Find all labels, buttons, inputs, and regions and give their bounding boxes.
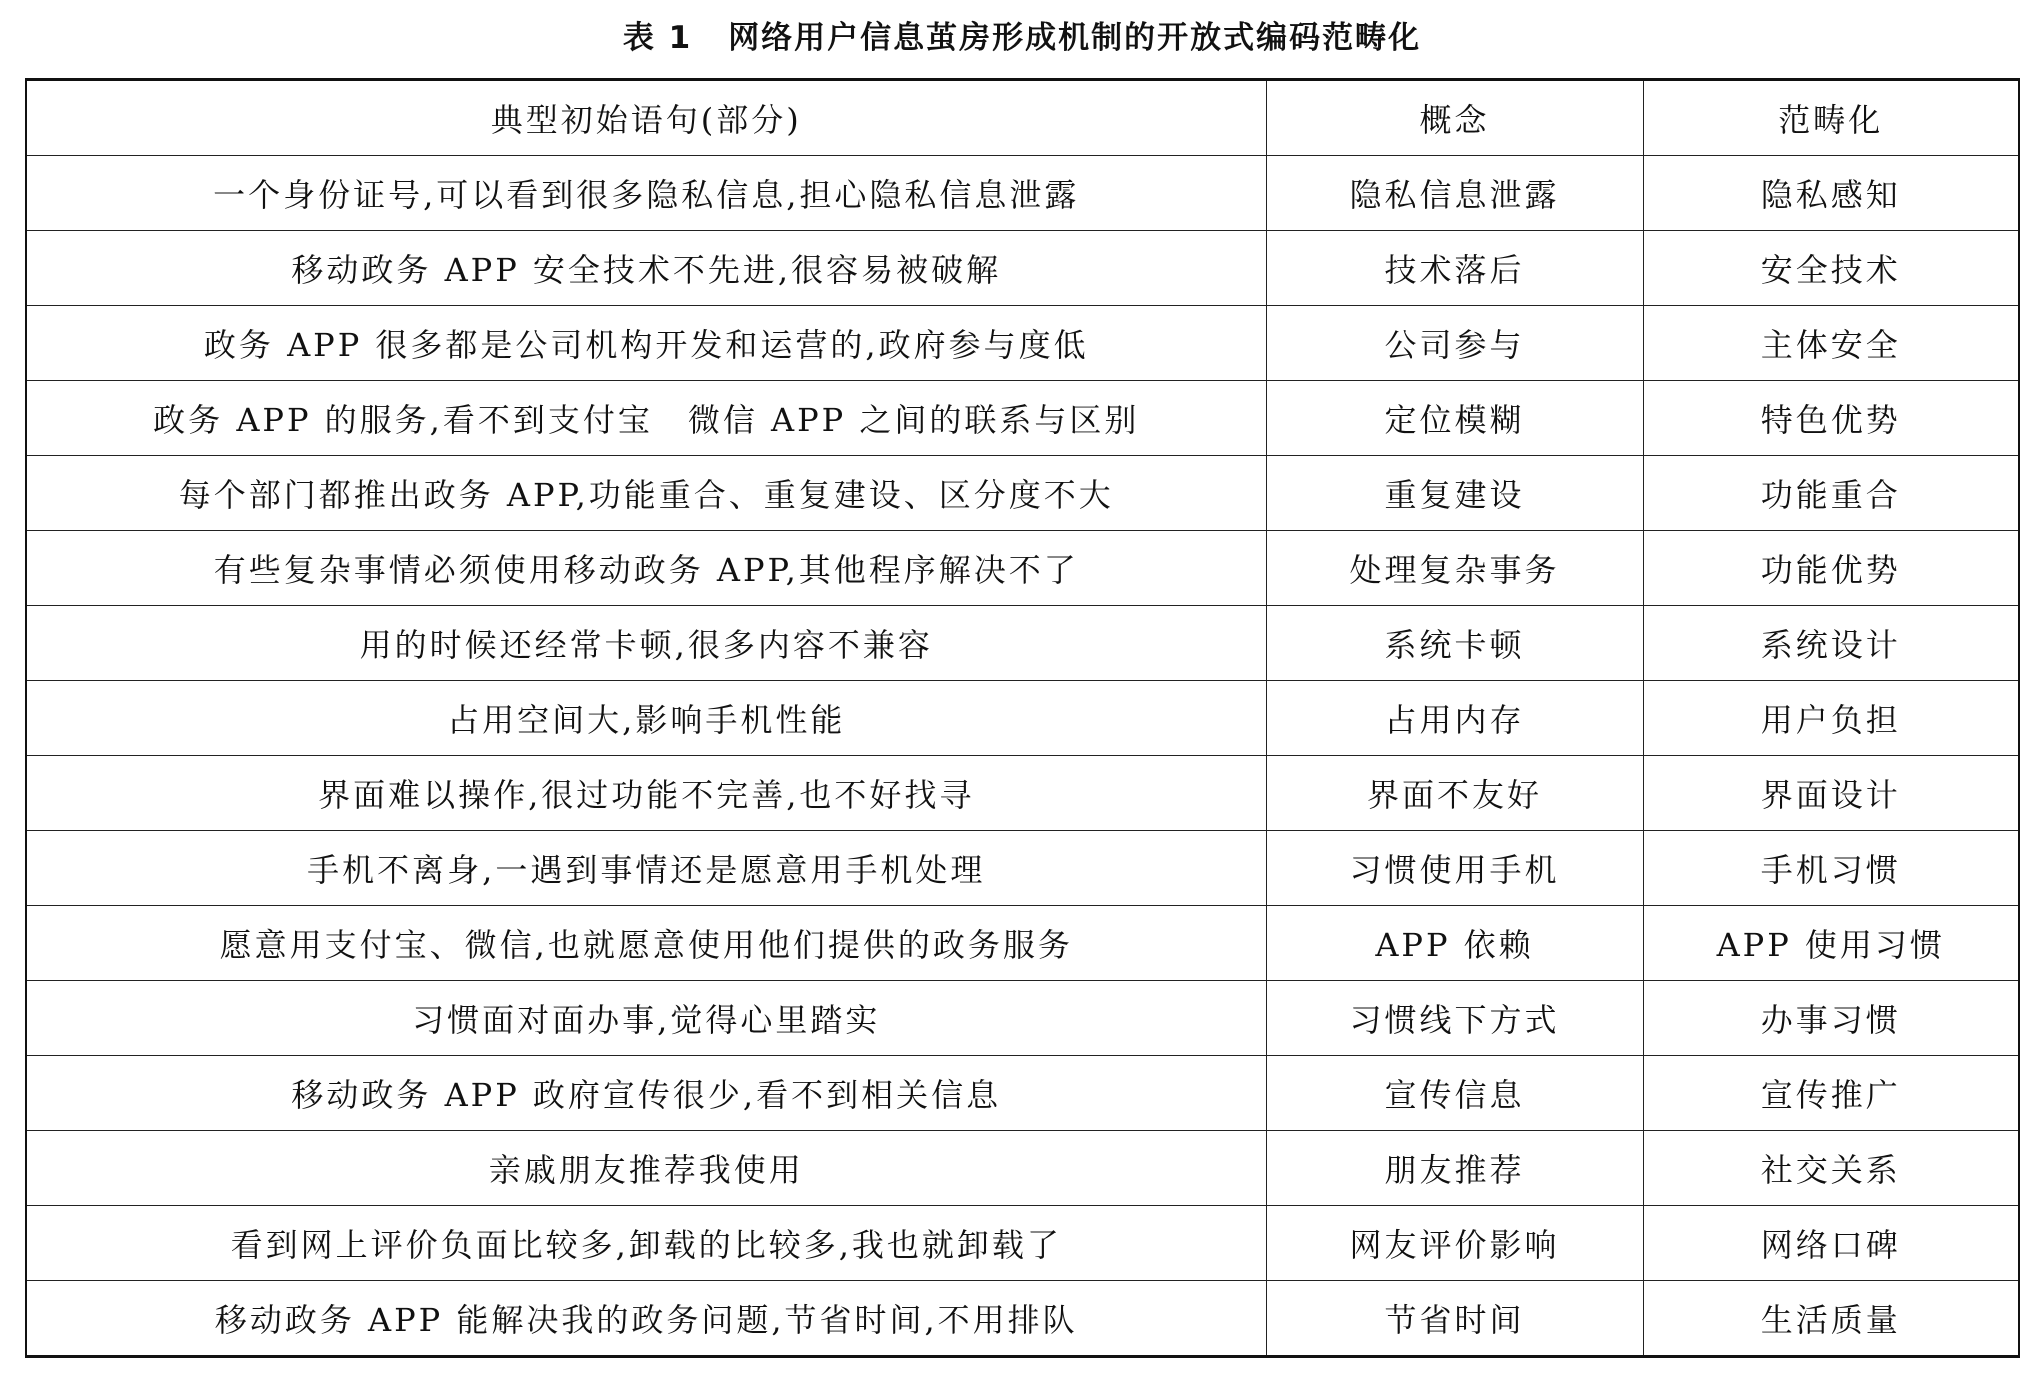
concept-cell: 处理复杂事务: [1266, 531, 1643, 606]
table-row: [26, 756, 2019, 831]
statement-cell: 政务 APP 的服务,看不到支付宝 微信 APP 之间的联系与区别: [26, 381, 1266, 456]
statement-cell: 习惯面对面办事,觉得心里踏实: [26, 981, 1266, 1056]
table-row: [26, 306, 2019, 381]
category-cell: 安全技术: [1643, 231, 2019, 306]
table-row: [26, 681, 2019, 756]
table-row: [26, 381, 2019, 456]
statement-cell: 政务 APP 很多都是公司机构开发和运营的,政府参与度低: [26, 306, 1266, 381]
concept-cell: 界面不友好: [1266, 756, 1643, 831]
category-cell: 功能优势: [1643, 531, 2019, 606]
coding-table: [25, 78, 2020, 1358]
concept-cell: 网友评价影响: [1266, 1206, 1643, 1281]
category-cell: 特色优势: [1643, 381, 2019, 456]
concept-cell: APP 依赖: [1266, 906, 1643, 981]
statement-cell: 每个部门都推出政务 APP,功能重合、重复建设、区分度不大: [26, 456, 1266, 531]
statement-cell: 愿意用支付宝、微信,也就愿意使用他们提供的政务服务: [26, 906, 1266, 981]
table-title: 网络用户信息茧房形成机制的开放式编码范畴化: [728, 20, 1422, 56]
category-cell: 用户负担: [1643, 681, 2019, 756]
concept-cell: 技术落后: [1266, 231, 1643, 306]
category-cell: 隐私感知: [1643, 156, 2019, 231]
statement-cell: 移动政务 APP 安全技术不先进,很容易被破解: [26, 231, 1266, 306]
statement-cell: 用的时候还经常卡顿,很多内容不兼容: [26, 606, 1266, 681]
concept-cell: 宣传信息: [1266, 1056, 1643, 1131]
table-row: [26, 831, 2019, 906]
table-row: [26, 606, 2019, 681]
concept-cell: 隐私信息泄露: [1266, 156, 1643, 231]
header-initial-statement: 典型初始语句(部分): [26, 80, 1266, 156]
category-cell: 主体安全: [1643, 306, 2019, 381]
table-row: [26, 906, 2019, 981]
concept-cell: 重复建设: [1266, 456, 1643, 531]
category-cell: 办事习惯: [1643, 981, 2019, 1056]
table-header-row: [26, 80, 2019, 156]
header-concept: 概念: [1266, 80, 1643, 156]
statement-cell: 手机不离身,一遇到事情还是愿意用手机处理: [26, 831, 1266, 906]
category-cell: 社交关系: [1643, 1131, 2019, 1206]
concept-cell: 习惯线下方式: [1266, 981, 1643, 1056]
table-row: [26, 156, 2019, 231]
concept-cell: 朋友推荐: [1266, 1131, 1643, 1206]
header-category: 范畴化: [1643, 80, 2019, 156]
table-caption: [0, 14, 2044, 62]
statement-cell: 移动政务 APP 政府宣传很少,看不到相关信息: [26, 1056, 1266, 1131]
statement-cell: 亲戚朋友推荐我使用: [26, 1131, 1266, 1206]
category-cell: 网络口碑: [1643, 1206, 2019, 1281]
table-row: [26, 531, 2019, 606]
concept-cell: 习惯使用手机: [1266, 831, 1643, 906]
statement-cell: 看到网上评价负面比较多,卸载的比较多,我也就卸载了: [26, 1206, 1266, 1281]
category-cell: APP 使用习惯: [1643, 906, 2019, 981]
concept-cell: 节省时间: [1266, 1281, 1643, 1357]
statement-cell: 占用空间大,影响手机性能: [26, 681, 1266, 756]
table-row: [26, 456, 2019, 531]
table-row: [26, 1281, 2019, 1357]
statement-cell: 有些复杂事情必须使用移动政务 APP,其他程序解决不了: [26, 531, 1266, 606]
table-row: [26, 231, 2019, 306]
table-row: [26, 981, 2019, 1056]
category-cell: 手机习惯: [1643, 831, 2019, 906]
concept-cell: 系统卡顿: [1266, 606, 1643, 681]
statement-cell: 界面难以操作,很过功能不完善,也不好找寻: [26, 756, 1266, 831]
table-row: [26, 1206, 2019, 1281]
statement-cell: 一个身份证号,可以看到很多隐私信息,担心隐私信息泄露: [26, 156, 1266, 231]
table-row: [26, 1131, 2019, 1206]
concept-cell: 占用内存: [1266, 681, 1643, 756]
category-cell: 宣传推广: [1643, 1056, 2019, 1131]
statement-cell: 移动政务 APP 能解决我的政务问题,节省时间,不用排队: [26, 1281, 1266, 1357]
category-cell: 生活质量: [1643, 1281, 2019, 1357]
table-row: [26, 1056, 2019, 1131]
table-number: 表 1: [622, 20, 693, 56]
concept-cell: 定位模糊: [1266, 381, 1643, 456]
concept-cell: 公司参与: [1266, 306, 1643, 381]
category-cell: 功能重合: [1643, 456, 2019, 531]
category-cell: 界面设计: [1643, 756, 2019, 831]
category-cell: 系统设计: [1643, 606, 2019, 681]
